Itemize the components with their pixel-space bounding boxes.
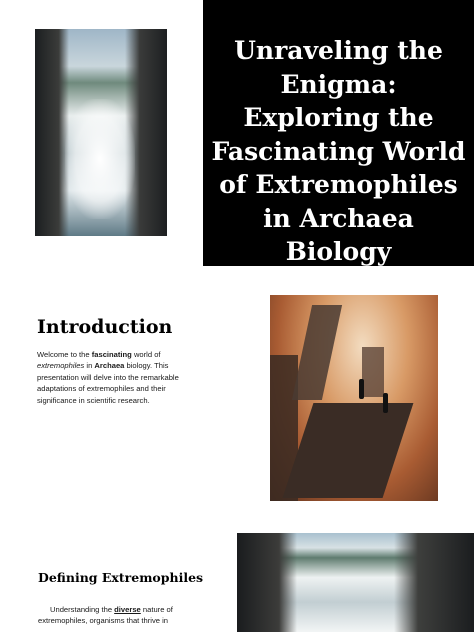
canyon-photo xyxy=(270,295,438,501)
page-title: Unraveling the Enigma: Exploring the Fascinating World of Extremophiles in Archaea Biology xyxy=(211,36,466,266)
person-silhouette xyxy=(383,393,388,413)
defining-heading: Defining Extremophiles xyxy=(38,570,204,585)
rock-ledge xyxy=(283,403,414,498)
person-silhouette xyxy=(359,379,364,399)
rock-pillar xyxy=(292,305,342,400)
rock-right xyxy=(394,533,474,632)
waterfall-photo-bottom xyxy=(237,533,474,632)
intro-heading: Introduction xyxy=(37,316,173,338)
defining-paragraph: Understanding the diverse nature of extremophiles, organisms that thrive in xyxy=(38,605,173,626)
rock-left xyxy=(35,29,69,236)
waterfall-photo xyxy=(35,29,167,236)
intro-paragraph: Welcome to the fascinating world of extremophiles in Archaea biology. This presentation will delve into the remarkable adaptations of extremophiles and their significance in scientific research. xyxy=(37,350,179,405)
water-spray xyxy=(65,99,135,219)
rock-pillar-small xyxy=(362,347,384,397)
title-panel xyxy=(203,0,474,266)
rock-left xyxy=(237,533,297,632)
